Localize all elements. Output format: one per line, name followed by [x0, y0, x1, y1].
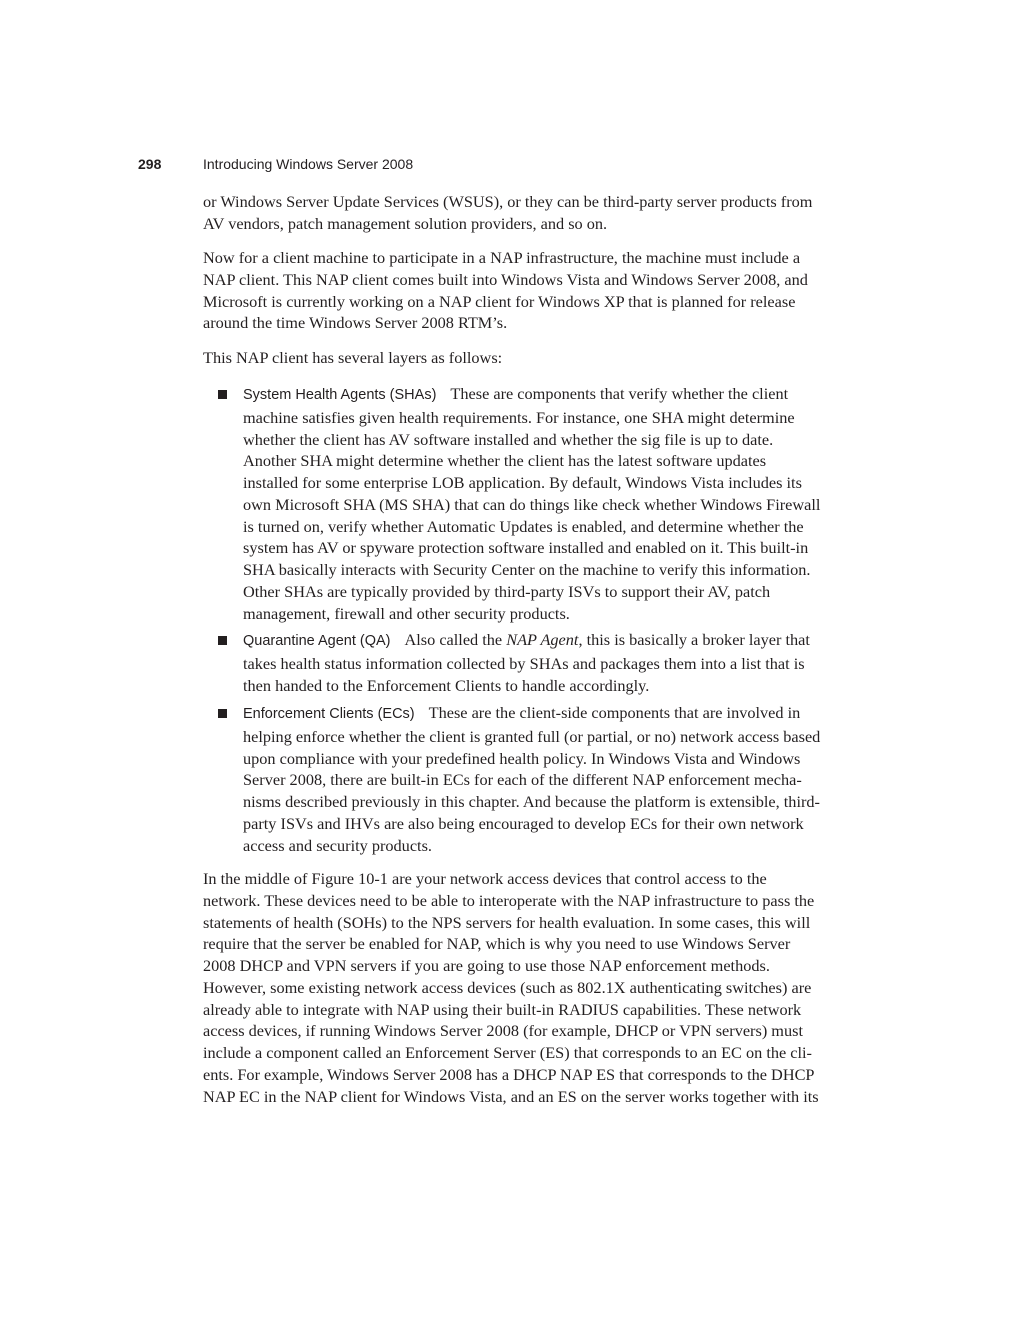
text-line: nisms described previously in this chapter. And because the platform is extensible, third-	[243, 792, 820, 811]
text-line: ents. For example, Windows Server 2008 has a DHCP NAP ES that corresponds to the DHCP	[203, 1064, 815, 1084]
text-line	[243, 702, 820, 726]
text-line: NAP EC in the NAP client for Windows Vista, and an ES on the server works together with its	[203, 1086, 819, 1106]
bullet-square-icon	[218, 636, 227, 645]
text-line: around the time Windows Server 2008 RTM’s.	[203, 313, 508, 333]
text-line: access devices, if running Windows Server 2008 (for example, DHCP or VPN servers) must	[203, 1021, 803, 1041]
text-line: statements of health (SOHs) to the NPS servers for health evaluation. In some cases, this will	[203, 912, 811, 932]
text-line: takes health status information collected by SHAs and packages them into a list that is	[243, 653, 805, 673]
text-line: NAP client. This NAP client comes built into Windows Vista and Windows Server 2008, and	[203, 269, 808, 289]
text-line: party ISVs and IHVs are also being encouraged to develop ECs for their own network	[243, 813, 804, 833]
bullet-label: System Health Agents (SHAs)	[243, 387, 437, 403]
bullet-body	[243, 726, 820, 857]
bullet-item	[243, 383, 820, 624]
page-number: 298	[138, 156, 162, 172]
text-line: system has AV or spyware protection software installed and enabled on it. This built-in	[243, 538, 809, 558]
text-line: This NAP client has several layers as follows:	[203, 348, 503, 367]
text-line: is turned on, verify whether Automatic Updates is enabled, and determine whether the	[243, 516, 804, 536]
bullet-text: Also called the	[404, 630, 507, 649]
text-line: access and security products.	[243, 835, 432, 855]
bullet-item	[243, 702, 820, 856]
bullet-body	[243, 407, 820, 625]
text-line: Other SHAs are typically provided by third-party ISVs to support their AV, patch	[243, 581, 771, 601]
bullet-label: Enforcement Clients (ECs)	[243, 706, 415, 722]
bullet-text: , this is basically a broker layer that	[578, 630, 810, 649]
text-line: SHA basically interacts with Security Center on the machine to verify this information.	[243, 560, 811, 579]
text-line: installed for some enterprise LOB application. By default, Windows Vista includes its	[243, 473, 802, 492]
text-line: Another SHA might determine whether the client has the latest software updates	[243, 451, 767, 471]
text-line: 2008 DHCP and VPN servers if you are going to use those NAP enforcement methods.	[203, 956, 770, 975]
text-line: management, firewall and other security products.	[243, 603, 570, 623]
text-line: Microsoft is currently working on a NAP client for Windows XP that is planned for release	[203, 291, 796, 311]
running-header: Introducing Windows Server 2008	[203, 156, 414, 172]
text-line: own Microsoft SHA (MS SHA) that can do things like check whether Windows Firewall	[243, 494, 821, 514]
text-line: whether the client has AV software installed and whether the sig file is up to date.	[243, 429, 774, 449]
text-line: helping enforce whether the client is granted full (or partial, or no) network access based	[243, 726, 821, 746]
text-line: require that the server be enabled for NAP, which is why you need to use Windows Server	[203, 934, 791, 954]
text-line: AV vendors, patch management solution providers, and so on.	[203, 213, 608, 233]
text-line: Server 2008, there are built-in ECs for each of the different NAP enforcement mecha-	[243, 770, 802, 790]
text-line: machine satisfies given health requirements. For instance, one SHA might determine	[243, 407, 795, 427]
text-line: upon compliance with your predefined health policy. In Windows Vista and Windows	[243, 748, 801, 768]
paragraph	[203, 247, 808, 334]
text-line: However, some existing network access devices (such as 802.1X authenticating switches) are	[203, 977, 812, 997]
text-line: In the middle of Figure 10-1 are your network access devices that control access to the	[203, 869, 767, 888]
text-line	[243, 629, 810, 653]
text-line: or Windows Server Update Services (WSUS), or they can be third-party server products from	[203, 192, 813, 211]
paragraph	[203, 868, 819, 1107]
bullet-square-icon	[218, 709, 227, 718]
bullet-text: These are components that verify whether the client	[450, 384, 789, 403]
text-line: Now for a client machine to participate in a NAP infrastructure, the machine must include a	[203, 248, 801, 267]
paragraph	[203, 191, 812, 235]
text-line: network. These devices need to be able to interoperate with the NAP infrastructure to pass the	[203, 890, 815, 910]
paragraph	[203, 347, 502, 369]
bullet-square-icon	[218, 390, 227, 399]
italic-term: NAP Agent	[506, 630, 579, 649]
text-line: already able to integrate with NAP using their built-in RADIUS capabilities. These network	[203, 999, 802, 1019]
bullet-text: These are the client-side components that are involved in	[428, 703, 801, 722]
bullet-item	[243, 629, 810, 696]
text-line: include a component called an Enforcement Server (ES) that corresponds to an EC on the cli-	[203, 1043, 812, 1062]
bullet-body	[243, 653, 810, 697]
bullet-label: Quarantine Agent (QA)	[243, 633, 391, 649]
text-line	[243, 383, 820, 407]
text-line: then handed to the Enforcement Clients to handle accordingly.	[243, 675, 650, 695]
